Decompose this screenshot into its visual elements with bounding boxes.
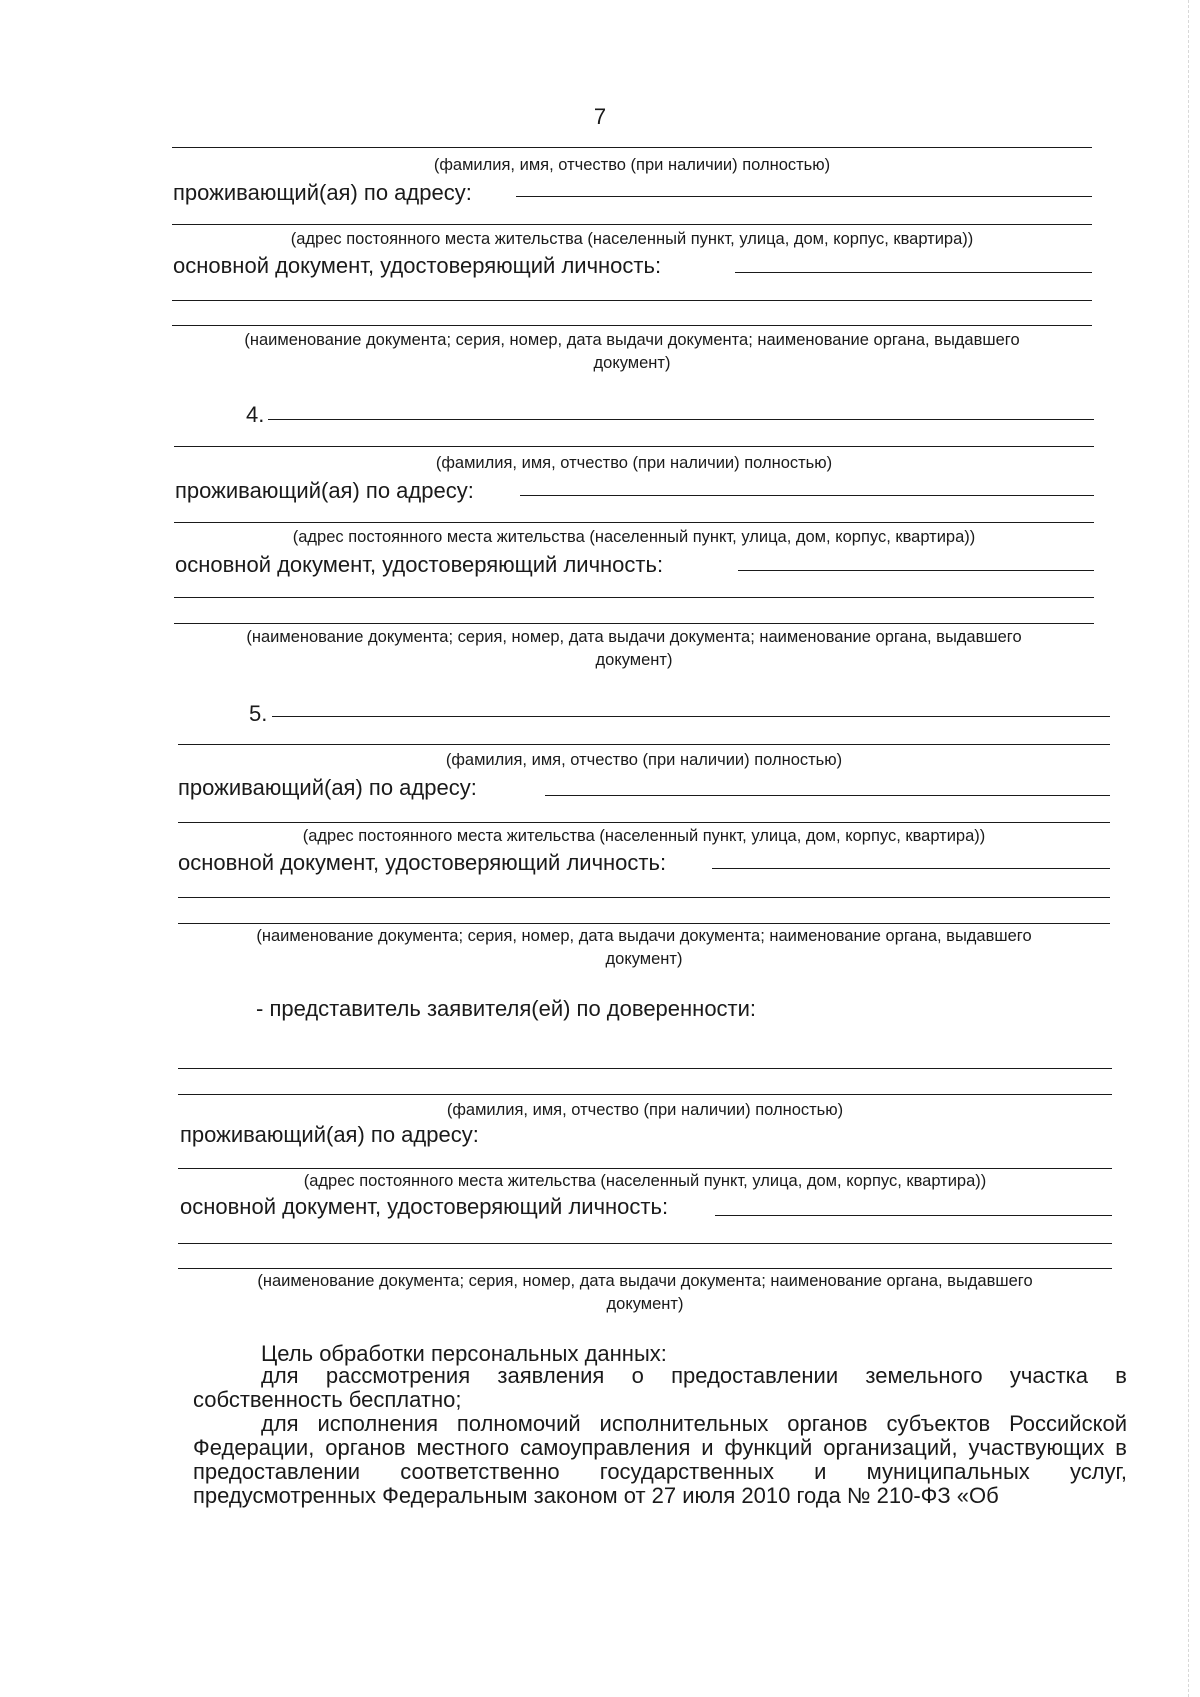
fio-caption: (фамилия, имя, отчество (при наличии) полностью) [433, 156, 831, 174]
page-edge-divider [1188, 0, 1190, 1697]
page-number: 7 [593, 104, 607, 129]
fio-caption: (фамилия, имя, отчество (при наличии) полностью) [446, 1101, 844, 1119]
purpose-item-1 [193, 1364, 1127, 1412]
document-label: основной документ, удостоверяющий личность: [180, 1194, 669, 1219]
fio-line-full [178, 1068, 1112, 1069]
representative-heading: - представитель заявителя(ей) по доверенности: [256, 996, 757, 1021]
document-line-full [174, 623, 1094, 624]
document-label: основной документ, удостоверяющий личность: [173, 253, 662, 278]
address-line [520, 495, 1094, 496]
document-caption: документ) [595, 651, 673, 669]
document-caption: (наименование документа; серия, номер, дата выдачи документа; наименование органа, выдавшего [257, 1272, 1033, 1290]
purpose-item-2 [193, 1412, 1127, 1508]
purpose-item-1-text: для рассмотрения заявления о предоставлении земельного участка в собственность бесплатно; [193, 1363, 1127, 1412]
address-caption: (адрес постоянного места жительства (населенный пункт, улица, дом, корпус, квартира)) [290, 230, 974, 248]
purpose-item-2-text: для исполнения полномочий исполнительных органов субъектов Российской Федерации, органов местного самоуправления и функций организаций, участвующих в предоставлении соответственно государственных и муниципальных услуг, предусмотренных Федеральным законом от 27 июля 2010 года № 210-ФЗ «Об [193, 1411, 1127, 1508]
address-line-full [178, 1168, 1112, 1169]
fio-line-full [178, 1094, 1112, 1095]
document-line [715, 1215, 1112, 1216]
document-caption: (наименование документа; серия, номер, дата выдачи документа; наименование органа, выдавшего [246, 628, 1022, 646]
fio-line-full [178, 744, 1110, 745]
document-line [738, 570, 1094, 571]
document-line-full [178, 1243, 1112, 1244]
address-line-full [178, 822, 1110, 823]
fio-caption: (фамилия, имя, отчество (при наличии) полностью) [435, 454, 833, 472]
document-line [735, 272, 1092, 273]
document-caption: документ) [606, 1295, 684, 1313]
document-caption: документ) [593, 354, 671, 372]
address-line-full [172, 224, 1092, 225]
fio-line-full [174, 446, 1094, 447]
fio-caption: (фамилия, имя, отчество (при наличии) полностью) [445, 751, 843, 769]
fio-line [272, 716, 1110, 717]
address-caption: (адрес постоянного места жительства (населенный пункт, улица, дом, корпус, квартира)) [292, 528, 976, 546]
fio-line [268, 419, 1094, 420]
document-line-full [178, 1268, 1112, 1269]
document-caption: документ) [605, 950, 683, 968]
document-caption: (наименование документа; серия, номер, дата выдачи документа; наименование органа, выдавшего [256, 927, 1032, 945]
document-line-full [178, 923, 1110, 924]
document-caption: (наименование документа; серия, номер, дата выдачи документа; наименование органа, выдавшего [244, 331, 1020, 349]
document-line [712, 868, 1110, 869]
document-label: основной документ, удостоверяющий личность: [178, 850, 667, 875]
address-label: проживающий(ая) по адресу: [173, 180, 472, 205]
entry-number: 4. [246, 402, 265, 427]
document-line-full [172, 325, 1092, 326]
document-line-full [172, 300, 1092, 301]
address-line-full [174, 522, 1094, 523]
address-line [516, 196, 1092, 197]
purpose-heading: Цель обработки персональных данных: [261, 1341, 667, 1366]
entry-number: 5. [249, 701, 268, 726]
address-caption: (адрес постоянного места жительства (населенный пункт, улица, дом, корпус, квартира)) [302, 827, 986, 845]
document-label: основной документ, удостоверяющий личность: [175, 552, 664, 577]
address-label: проживающий(ая) по адресу: [178, 775, 477, 800]
document-line-full [178, 897, 1110, 898]
fio-line [172, 147, 1092, 148]
address-caption: (адрес постоянного места жительства (населенный пункт, улица, дом, корпус, квартира)) [303, 1172, 987, 1190]
address-line [545, 795, 1110, 796]
address-label: проживающий(ая) по адресу: [175, 478, 474, 503]
document-line-full [174, 597, 1094, 598]
address-label: проживающий(ая) по адресу: [180, 1122, 479, 1147]
